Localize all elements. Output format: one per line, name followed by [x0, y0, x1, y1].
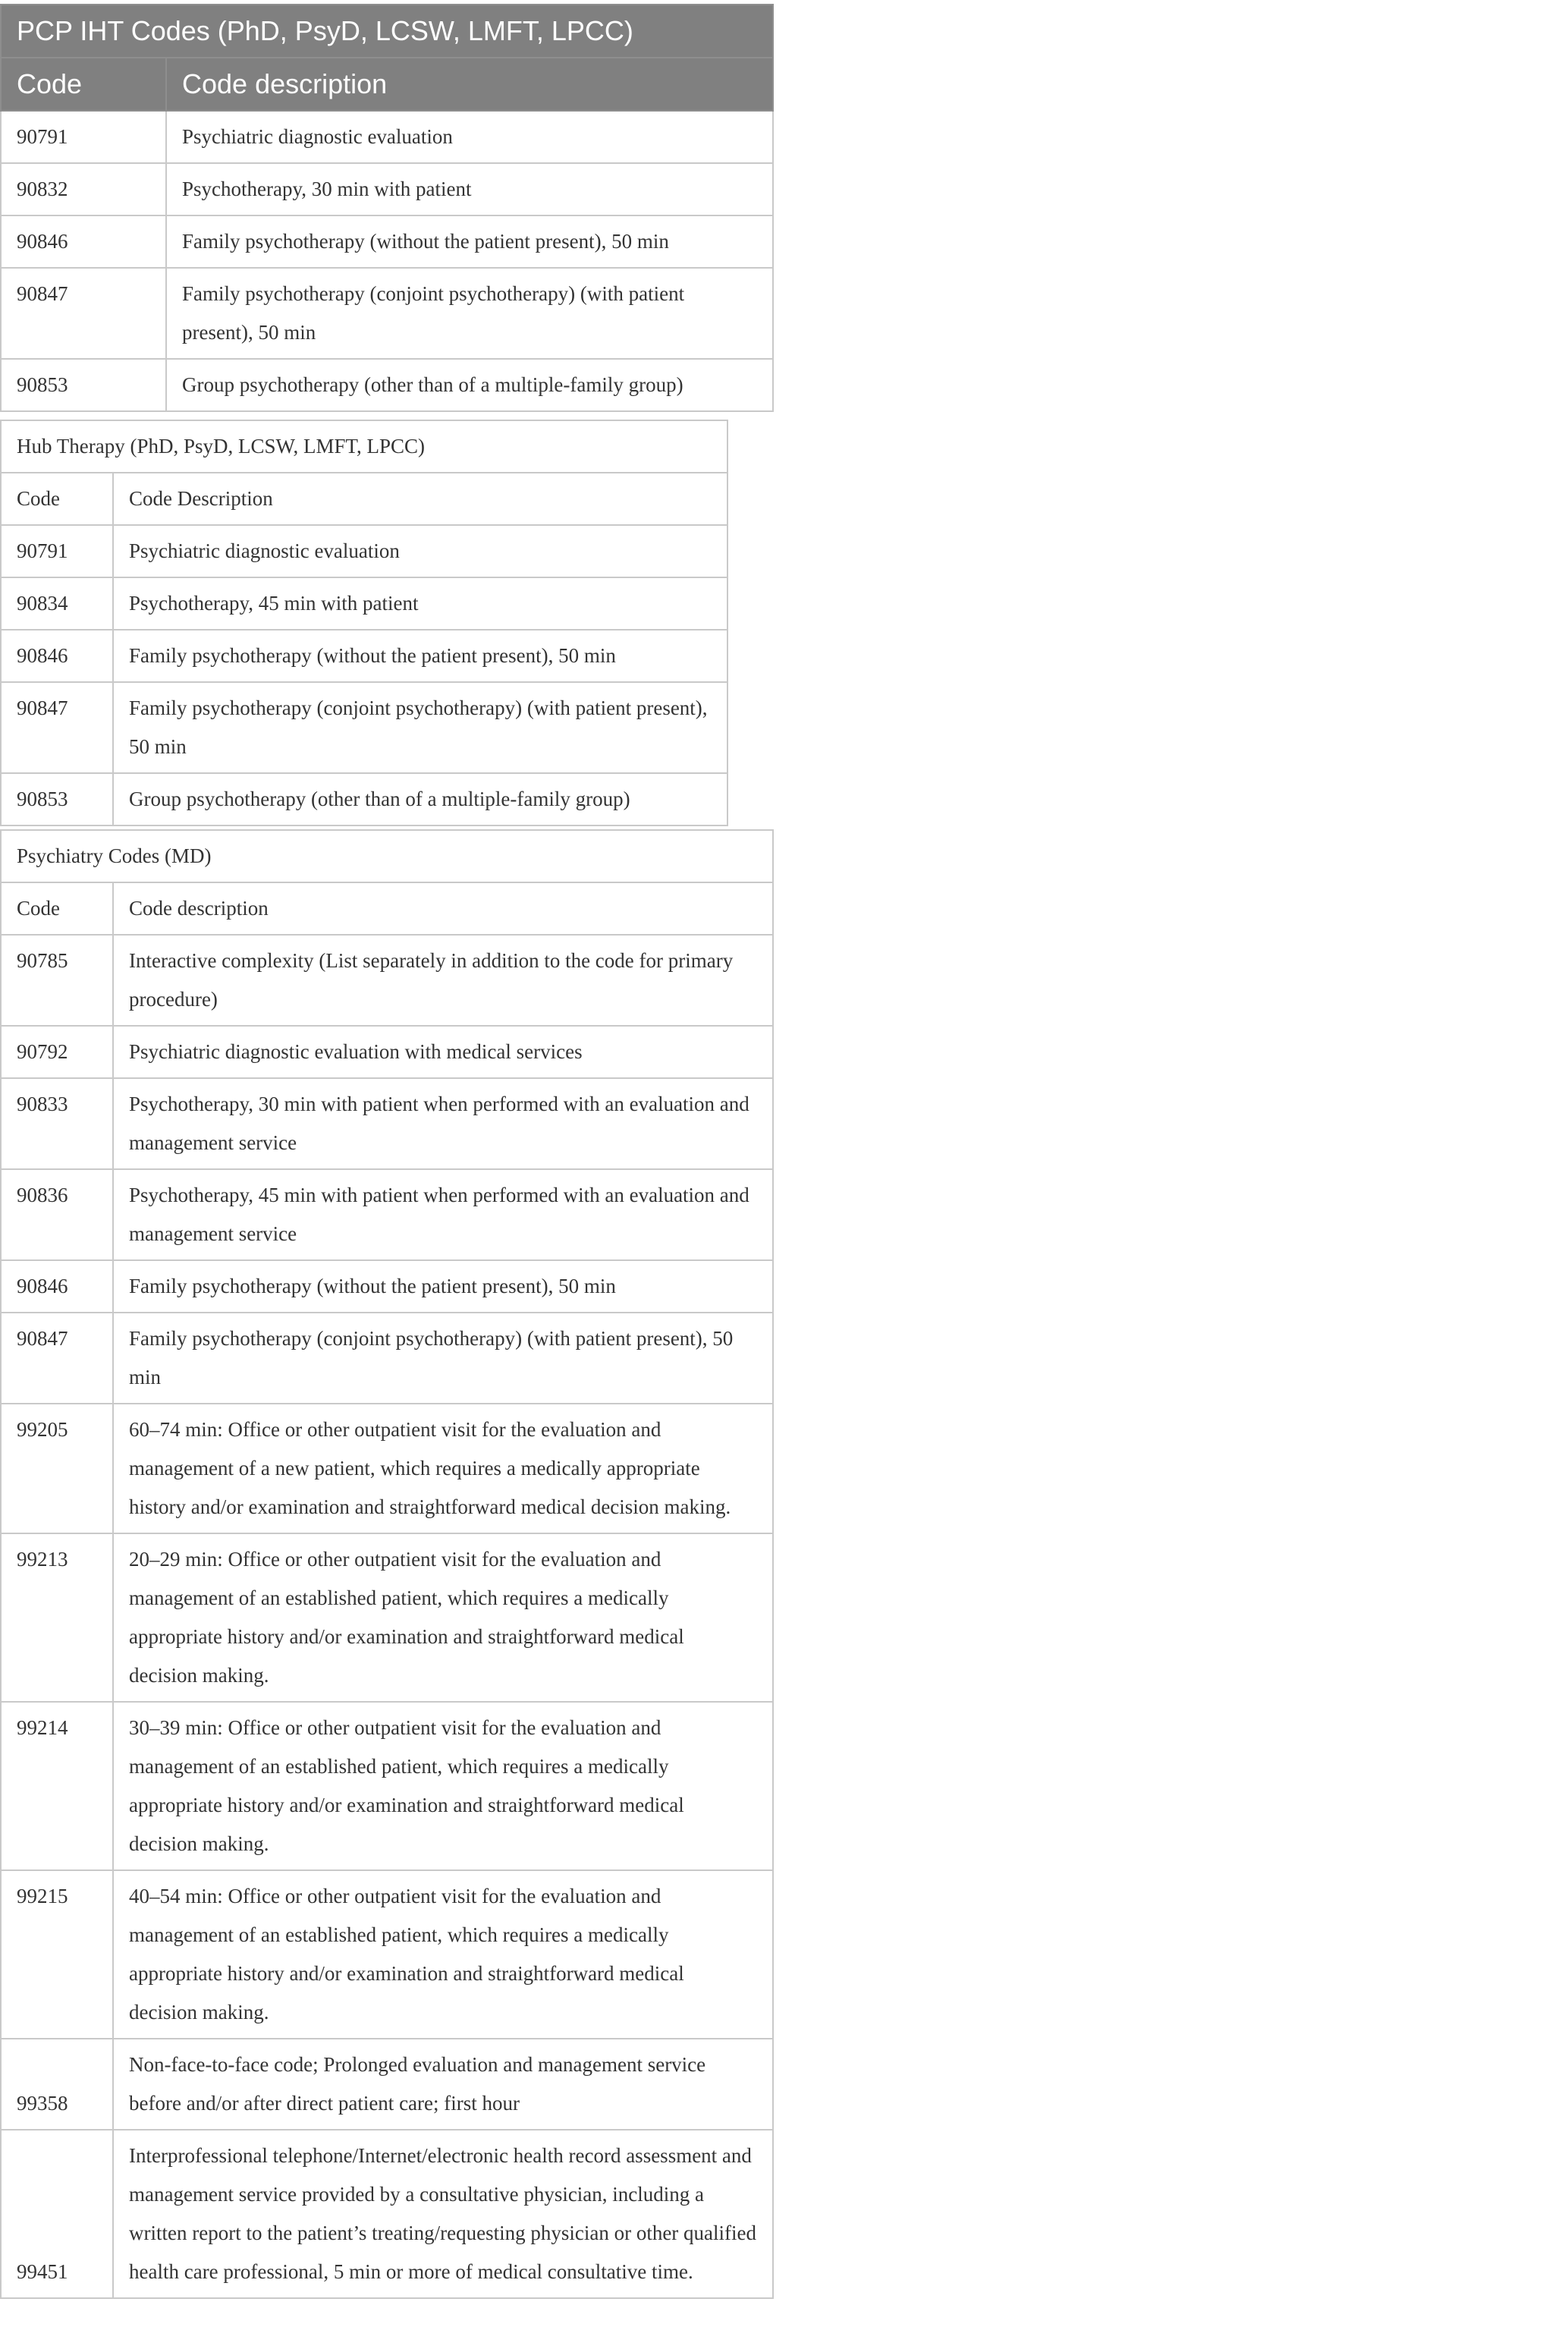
table-row	[1, 1404, 773, 1533]
table-row	[1, 268, 773, 359]
description-cell: Family psychotherapy (without the patient present), 50 min	[113, 630, 727, 682]
description-cell: Family psychotherapy (without the patient present), 50 min	[166, 215, 773, 268]
description-cell: Psychiatric diagnostic evaluation	[113, 525, 727, 577]
table-row	[1, 1313, 773, 1404]
code-cell: 90791	[1, 111, 166, 163]
table-row	[1, 1078, 773, 1169]
description-cell: Psychiatric diagnostic evaluation with medical services	[113, 1026, 773, 1078]
table-title: Psychiatry Codes (MD)	[1, 830, 773, 882]
hub-therapy-codes-table	[0, 420, 728, 826]
code-cell: 90791	[1, 525, 113, 577]
code-cell: 90847	[1, 682, 113, 773]
description-cell: Interprofessional telephone/Internet/electronic health record assessment and management service provided by a consultative physician, including a written report to the patient’s treating/requesting physician or other qualified health care professional, 5 min or more of medical consultative time.	[113, 2130, 773, 2298]
table-row	[1, 1870, 773, 2039]
code-cell: 90846	[1, 1260, 113, 1313]
code-cell: 99358	[1, 2039, 113, 2130]
code-cell: 90833	[1, 1078, 113, 1169]
table-row	[1, 2130, 773, 2298]
table-row	[1, 525, 727, 577]
code-cell: 99213	[1, 1533, 113, 1702]
pcp-iht-codes-table	[0, 4, 774, 412]
table-row	[1, 773, 727, 825]
psychiatry-codes-table	[0, 829, 774, 2299]
description-cell: Psychotherapy, 45 min with patient	[113, 577, 727, 630]
column-header-code: Code	[1, 58, 166, 111]
table-row	[1, 935, 773, 1026]
code-cell: 90847	[1, 1313, 113, 1404]
description-cell: Family psychotherapy (conjoint psychotherapy) (with patient present), 50 min	[113, 682, 727, 773]
code-cell: 90785	[1, 935, 113, 1026]
description-cell: 60–74 min: Office or other outpatient visit for the evaluation and management of a new patient, which requires a medically appropriate history and/or examination and straightforward medical decision making.	[113, 1404, 773, 1533]
code-cell: 90853	[1, 773, 113, 825]
column-header-description: Code description	[166, 58, 773, 111]
description-cell: 30–39 min: Office or other outpatient visit for the evaluation and management of an established patient, which requires a medically appropriate history and/or examination and straightforward medical decision making.	[113, 1702, 773, 1870]
code-cell: 90832	[1, 163, 166, 215]
description-cell: Group psychotherapy (other than of a multiple-family group)	[113, 773, 727, 825]
table-row	[1, 1026, 773, 1078]
table-row	[1, 1260, 773, 1313]
table-row	[1, 682, 727, 773]
description-cell: 20–29 min: Office or other outpatient visit for the evaluation and management of an established patient, which requires a medically appropriate history and/or examination and straightforward medical decision making.	[113, 1533, 773, 1702]
code-cell: 90847	[1, 268, 166, 359]
table-row	[1, 630, 727, 682]
description-cell: Psychiatric diagnostic evaluation	[166, 111, 773, 163]
column-header-description: Code description	[113, 882, 773, 935]
code-cell: 90853	[1, 359, 166, 411]
column-header-code: Code	[1, 882, 113, 935]
description-cell: Family psychotherapy (conjoint psychotherapy) (with patient present), 50 min	[113, 1313, 773, 1404]
description-cell: Non-face-to-face code; Prolonged evaluation and management service before and/or after direct patient care; first hour	[113, 2039, 773, 2130]
table-row	[1, 1169, 773, 1260]
code-cell: 99205	[1, 1404, 113, 1533]
description-cell: Psychotherapy, 30 min with patient	[166, 163, 773, 215]
table-row	[1, 163, 773, 215]
table-title: Hub Therapy (PhD, PsyD, LCSW, LMFT, LPCC)	[1, 420, 727, 473]
description-cell: Family psychotherapy (without the patient present), 50 min	[113, 1260, 773, 1313]
table-row	[1, 1533, 773, 1702]
table-title: PCP IHT Codes (PhD, PsyD, LCSW, LMFT, LPCC)	[1, 5, 773, 58]
table-row	[1, 2039, 773, 2130]
code-cell: 99215	[1, 1870, 113, 2039]
table-row	[1, 215, 773, 268]
code-cell: 99214	[1, 1702, 113, 1870]
code-cell: 90846	[1, 215, 166, 268]
code-cell: 90792	[1, 1026, 113, 1078]
description-cell: 40–54 min: Office or other outpatient visit for the evaluation and management of an established patient, which requires a medically appropriate history and/or examination and straightforward medical decision making.	[113, 1870, 773, 2039]
description-cell: Psychotherapy, 30 min with patient when performed with an evaluation and management service	[113, 1078, 773, 1169]
description-cell: Interactive complexity (List separately in addition to the code for primary procedure)	[113, 935, 773, 1026]
description-cell: Group psychotherapy (other than of a multiple-family group)	[166, 359, 773, 411]
code-cell: 90846	[1, 630, 113, 682]
table-row	[1, 111, 773, 163]
table-row	[1, 359, 773, 411]
description-cell: Psychotherapy, 45 min with patient when performed with an evaluation and management service	[113, 1169, 773, 1260]
table-row	[1, 577, 727, 630]
table-row	[1, 1702, 773, 1870]
column-header-code: Code	[1, 473, 113, 525]
code-cell: 90836	[1, 1169, 113, 1260]
code-cell: 99451	[1, 2130, 113, 2298]
description-cell: Family psychotherapy (conjoint psychotherapy) (with patient present), 50 min	[166, 268, 773, 359]
code-cell: 90834	[1, 577, 113, 630]
column-header-description: Code Description	[113, 473, 727, 525]
